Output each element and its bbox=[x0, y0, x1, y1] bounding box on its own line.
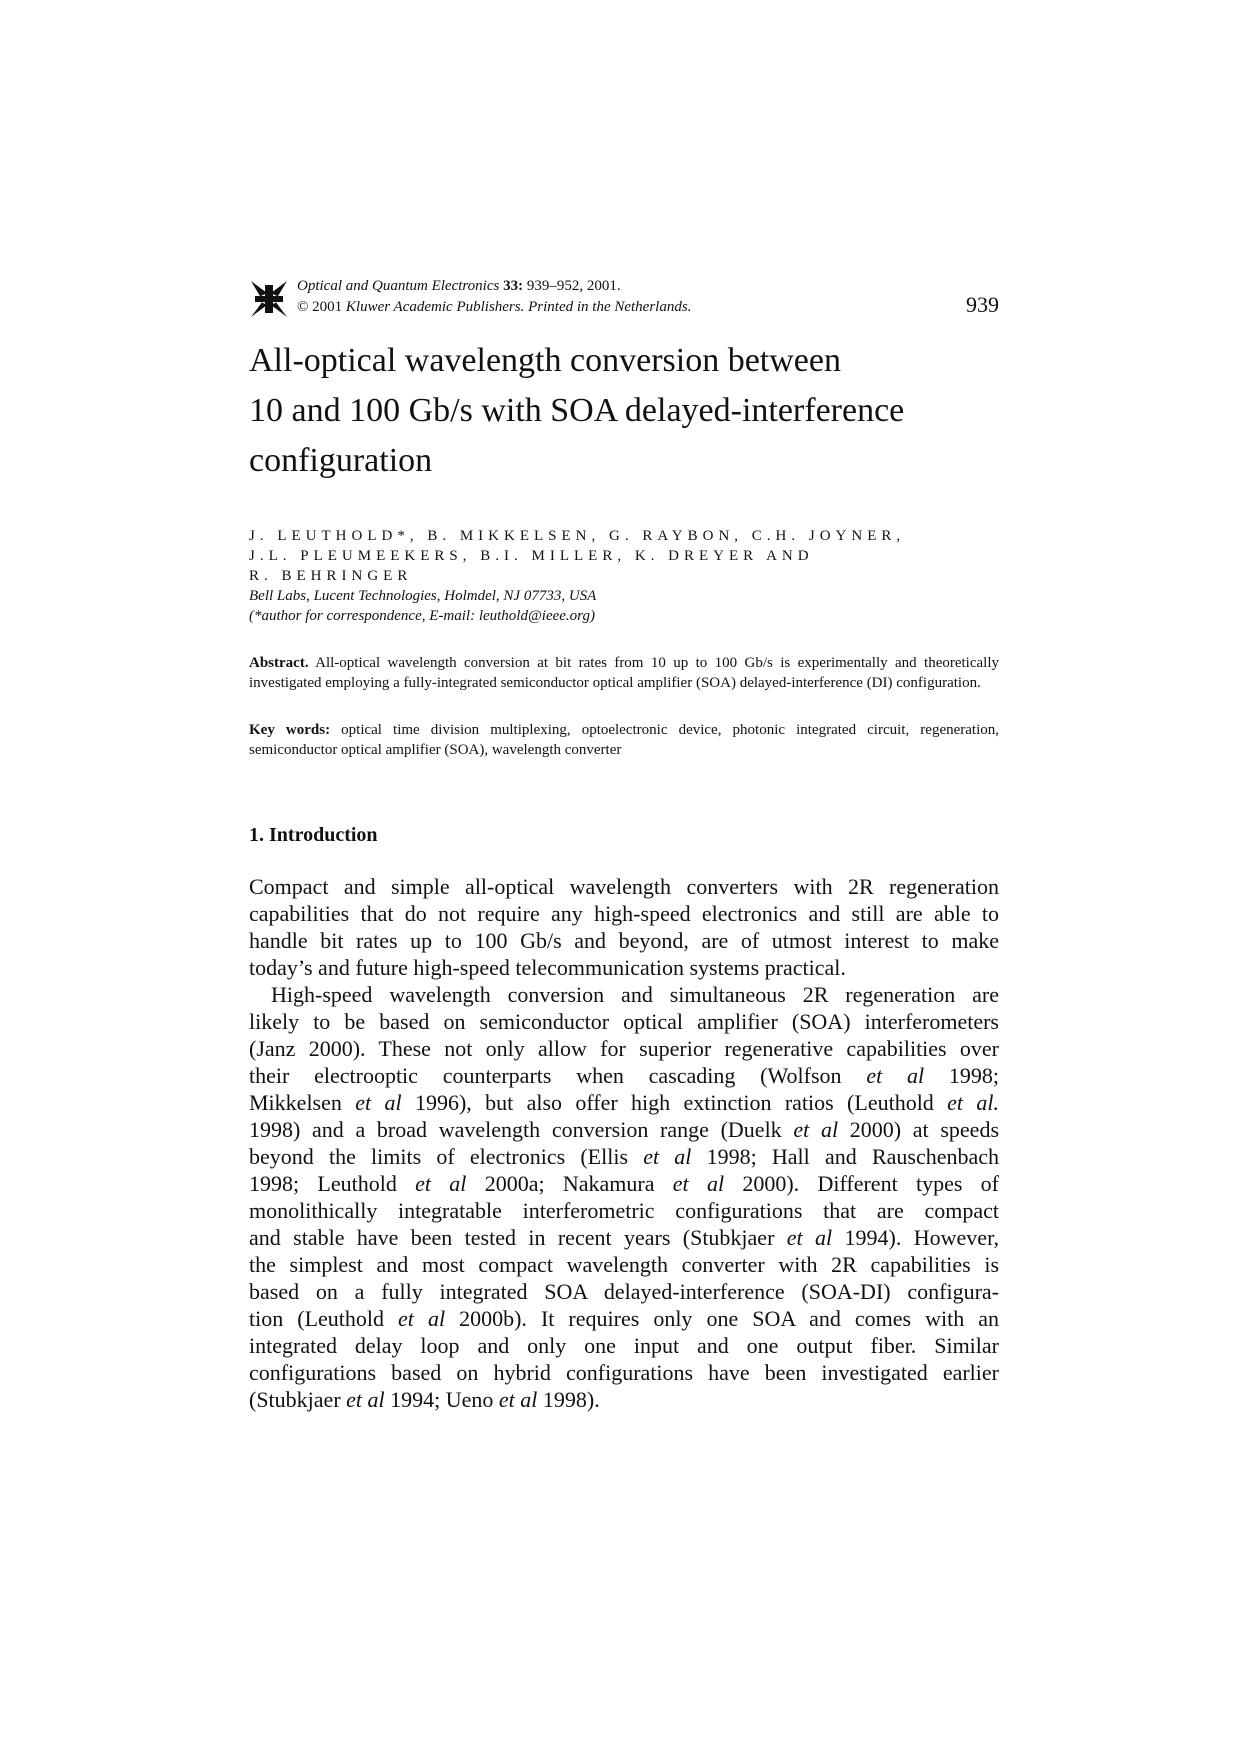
body-line bbox=[249, 1062, 999, 1089]
body-line bbox=[249, 1386, 999, 1413]
et-al: et al bbox=[866, 1063, 925, 1088]
title-line: configuration bbox=[249, 442, 433, 479]
title-line: All-optical wavelength conversion between bbox=[249, 342, 841, 379]
body-line: configurations based on hybrid configurations have been investigated earlier bbox=[249, 1360, 999, 1385]
body-line: likely to be based on semiconductor optical amplifier (SOA) interferometers bbox=[249, 1009, 999, 1034]
text-run: their electrooptic counterparts when cascading (Wolfson bbox=[249, 1063, 842, 1088]
paper-page bbox=[249, 276, 999, 1413]
et-al: et al bbox=[346, 1387, 385, 1412]
affiliation-block bbox=[249, 586, 999, 626]
paper-title bbox=[249, 336, 999, 486]
text-run: 2000) at speeds bbox=[838, 1117, 1000, 1142]
et-al: et al bbox=[415, 1171, 467, 1196]
journal-citation bbox=[297, 276, 691, 318]
text-run: 1998; bbox=[924, 1063, 999, 1088]
abstract bbox=[249, 654, 999, 693]
publisher-logo-icon bbox=[249, 279, 289, 319]
body-line: Compact and simple all-optical wavelength converters with 2R regeneration bbox=[249, 874, 999, 899]
body-line bbox=[249, 1116, 999, 1143]
affiliation: Bell Labs, Lucent Technologies, Holmdel, NJ 07733, USA bbox=[249, 588, 597, 604]
journal-header bbox=[249, 276, 999, 322]
abstract-text: All-optical wavelength conversion at bit rates from 10 up to 100 Gb/s is experimentally and theoretically investigated employing a fully-integrated semiconductor optical amplifier (SOA) delayed-interference (DI) configuration. bbox=[249, 655, 999, 691]
text-run: 1996), but also offer high extinction ratios (Leuthold bbox=[401, 1090, 934, 1115]
text-run: 2000a; Nakamura bbox=[466, 1171, 655, 1196]
text-run: and stable have been tested in recent years (Stubkjaer bbox=[249, 1225, 775, 1250]
abstract-label: Abstract. bbox=[249, 655, 309, 671]
author-line: J.L. PLEUMEEKERS, B.I. MILLER, K. DREYER AND bbox=[249, 548, 814, 564]
title-line: 10 and 100 Gb/s with SOA delayed-interference bbox=[249, 392, 905, 429]
section-heading: 1. Introduction bbox=[249, 824, 378, 846]
text-run: 1998; Leuthold bbox=[249, 1171, 397, 1196]
text-run: 1998; Hall and Rauschenbach bbox=[691, 1144, 999, 1169]
keywords bbox=[249, 721, 999, 760]
text-run: 1994; Ueno bbox=[384, 1387, 494, 1412]
et-al: et al. bbox=[947, 1090, 1000, 1115]
text-run: 1998). bbox=[537, 1387, 600, 1412]
body-line bbox=[249, 1305, 999, 1332]
author-list bbox=[249, 526, 999, 586]
publisher-line: Kluwer Academic Publishers. Printed in the Netherlands. bbox=[345, 299, 692, 315]
body-line: High-speed wavelength conversion and simultaneous 2R regeneration are bbox=[271, 982, 999, 1007]
text-run: 2000b). It requires only one SOA and comes with an bbox=[445, 1306, 1000, 1331]
body-line bbox=[249, 1089, 999, 1116]
et-al: et al bbox=[786, 1225, 833, 1250]
text-run: 1998) and a broad wavelength conversion range (Duelk bbox=[249, 1117, 782, 1142]
et-al: et al bbox=[398, 1306, 446, 1331]
body-line: (Janz 2000). These not only allow for superior regenerative capabilities over bbox=[249, 1036, 999, 1061]
copyright-prefix: © 2001 bbox=[297, 299, 346, 315]
et-al: et al bbox=[355, 1090, 402, 1115]
journal-pages-year: 939–952, 2001. bbox=[523, 278, 621, 294]
keywords-label: Key words: bbox=[249, 722, 331, 738]
text-run: 2000). Different types of bbox=[724, 1171, 1000, 1196]
author-line: J. LEUTHOLD*, B. MIKKELSEN, G. RAYBON, C.H. JOYNER, bbox=[249, 528, 906, 544]
text-run: tion (Leuthold bbox=[249, 1306, 385, 1331]
et-al: et al bbox=[643, 1144, 692, 1169]
et-al: et al bbox=[793, 1117, 839, 1142]
keywords-text: optical time division multiplexing, optoelectronic device, photonic integrated circuit, regeneration, semiconductor optical amplifier (SOA), wavelength converter bbox=[249, 722, 999, 758]
body-line bbox=[249, 1224, 999, 1251]
journal-name: Optical and Quantum Electronics bbox=[297, 278, 500, 294]
body-line: today’s and future high-speed telecommunication systems practical. bbox=[249, 955, 846, 980]
et-al: et al bbox=[672, 1171, 725, 1196]
body-line: integrated delay loop and only one input and one output fiber. Similar bbox=[249, 1333, 999, 1358]
text-run: 1994). However, bbox=[832, 1225, 1000, 1250]
body-line: handle bit rates up to 100 Gb/s and beyond, are of utmost interest to make bbox=[249, 928, 999, 953]
body-line: capabilities that do not require any high-speed electronics and still are able to bbox=[249, 901, 999, 926]
body-line: monolithically integratable interferometric configurations that are compact bbox=[249, 1198, 999, 1223]
body-line: the simplest and most compact wavelength converter with 2R capabilities is bbox=[249, 1252, 999, 1277]
text-run: (Stubkjaer bbox=[249, 1387, 341, 1412]
et-al: et al bbox=[498, 1387, 538, 1412]
correspondence-note: (*author for correspondence, E-mail: leuthold@ieee.org) bbox=[249, 608, 595, 624]
text-run: Mikkelsen bbox=[249, 1090, 342, 1115]
journal-volume: 33: bbox=[503, 278, 524, 294]
body-line bbox=[249, 1170, 999, 1197]
body-line bbox=[249, 1143, 999, 1170]
page-number: 939 bbox=[966, 292, 999, 317]
author-line: R. BEHRINGER bbox=[249, 568, 413, 584]
text-run: beyond the limits of electronics (Ellis bbox=[249, 1144, 629, 1169]
body-line: based on a fully integrated SOA delayed-interference (SOA-DI) configura- bbox=[249, 1279, 999, 1304]
introduction-body bbox=[249, 873, 999, 1413]
